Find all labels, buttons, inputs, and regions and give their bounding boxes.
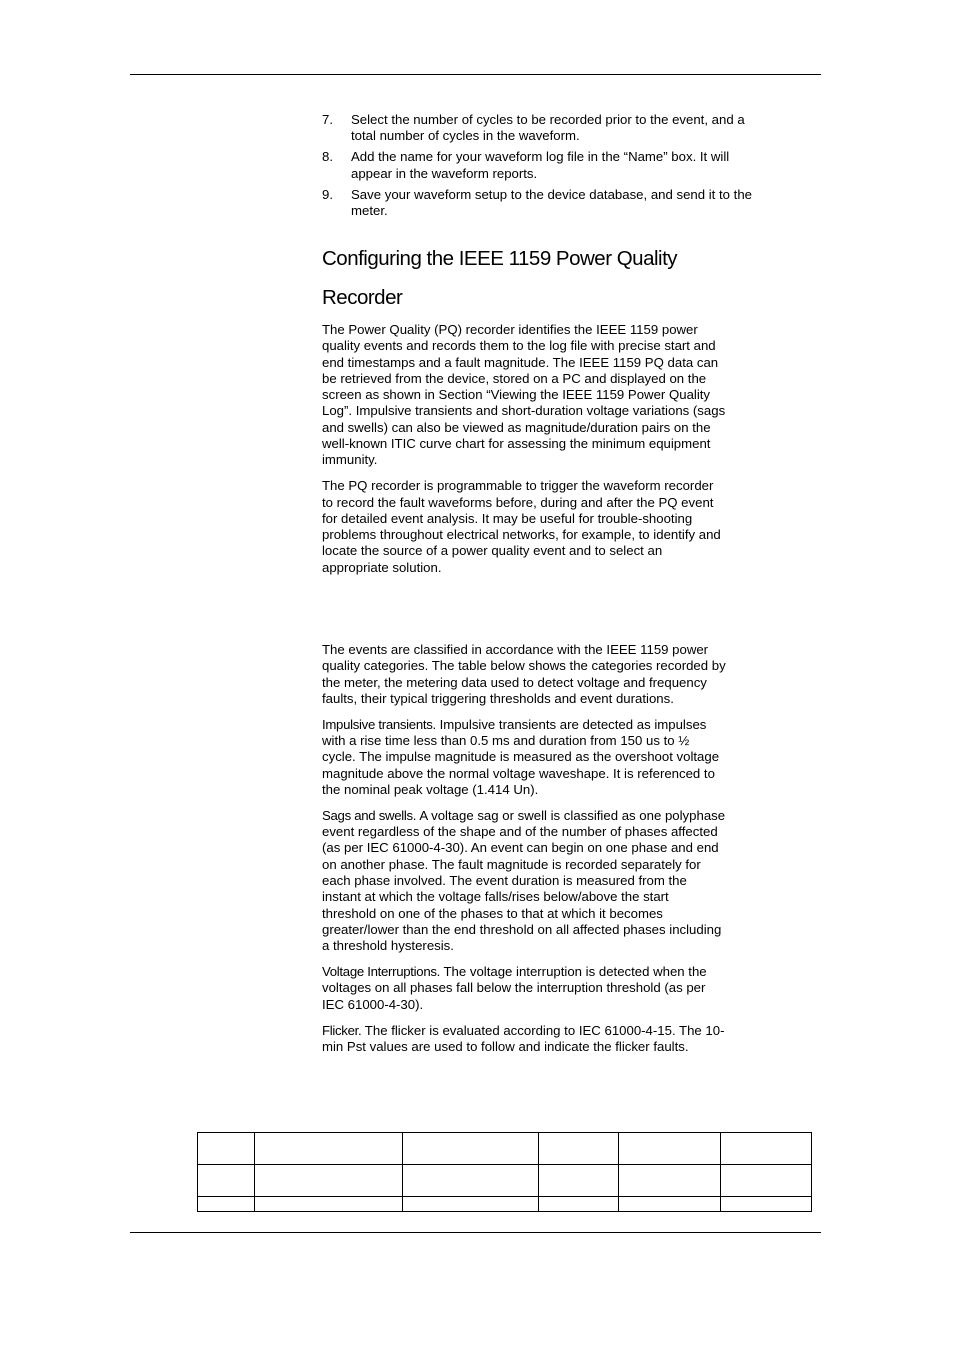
- intro-section: [322, 322, 726, 586]
- header-rule: [130, 74, 821, 75]
- step-text: Select the number of cycles to be recorded prior to the event, and a total number of cycles in the waveform.: [351, 112, 745, 144]
- pq-categories-table: [197, 1132, 812, 1212]
- table-row: [198, 1197, 812, 1212]
- term-text: . A voltage sag or swell is classified as one polyphase event regardless of the shape and of the number of phases affected (as per IEC 61000-4-30). An event can begin on one phase and end on another phase. The fault magnitude is recorded separately for each phase involved. The event duration is measured from the instant at which the voltage falls/rises below/above the start threshold on one of the phases to that at which it becomes greater/lower than the end threshold on all affected phases including a threshold hysteresis.: [322, 807, 726, 954]
- event-classification-section: [322, 642, 726, 1065]
- table-row: [198, 1165, 812, 1197]
- table-cell: [539, 1133, 619, 1165]
- footer-rule: [130, 1232, 821, 1233]
- table-cell: [198, 1165, 255, 1197]
- table-cell: [198, 1197, 255, 1212]
- step-text: Save your waveform setup to the device database, and send it to the meter.: [351, 186, 753, 219]
- table-cell: [198, 1133, 255, 1165]
- table-cell: [619, 1133, 721, 1165]
- step-number: 7.: [322, 112, 333, 127]
- step-number: 8.: [322, 149, 333, 165]
- table-row: [198, 1133, 812, 1165]
- intro-paragraph: The PQ recorder is programmable to trigger the waveform recorder to record the fault waveforms before, during and after the PQ event for detailed event analysis. It may be useful for trouble-shooting problems throughout electrical networks, for example, to identify and locate the source of a power quality event and to select an appropriate solution.: [322, 478, 721, 575]
- term-text: The flicker is evaluated according to IEC 61000-4-15. The 10-min Pst values are used to follow and indicate the flicker faults.: [322, 1022, 725, 1054]
- table-cell: [619, 1165, 721, 1197]
- term-text: The voltage interruption is detected when the voltages on all phases fall below the interruption threshold (as per IEC 61000-4-30).: [322, 964, 707, 1012]
- term-lead: Flicker.: [322, 1022, 362, 1038]
- term-lead: Sags and swells: [322, 807, 413, 823]
- table-cell: [539, 1165, 619, 1197]
- term-paragraph-sags-and-swells: [322, 808, 726, 955]
- table-cell: [721, 1165, 812, 1197]
- procedure-step: [322, 112, 772, 145]
- classification-paragraph: The events are classified in accordance with the IEEE 1159 power quality categories. The table below shows the categories recorded by the meter, the metering data used to detect voltage and frequency faults, their typical triggering thresholds and event durations.: [322, 642, 726, 706]
- table-cell: [721, 1133, 812, 1165]
- term-paragraph-impulsive-transients: [322, 717, 726, 798]
- table-cell: [721, 1197, 812, 1212]
- table-cell: [403, 1165, 539, 1197]
- table-cell: [255, 1133, 403, 1165]
- intro-paragraph: The Power Quality (PQ) recorder identifies the IEEE 1159 power quality events and records them to the log file with precise start and end timestamps and a fault magnitude. The IEEE 1159 PQ data can be retrieved from the device, stored on a PC and displayed on the screen as shown in Section “Viewing the IEEE 1159 Power Quality Log”. Impulsive transients and short-duration voltage variations (sags and swells) can also be viewed as magnitude/duration pairs on the well-known ITIC curve chart for assessing the minimum equipment immunity.: [322, 322, 726, 468]
- term-lead: Voltage Interruptions.: [322, 964, 441, 980]
- step-number: 9.: [322, 186, 333, 202]
- term-paragraph-flicker: [322, 1023, 726, 1056]
- table-cell: [403, 1133, 539, 1165]
- procedure-step: [322, 187, 772, 220]
- procedure-steps: [322, 112, 772, 224]
- term-text: Impulsive transients are detected as impulses with a rise time less than 0.5 ms and duration from 150 us to ½ cycle. The impulse magnitude is measured as the overshoot voltage magnitude above the normal voltage waveshape. It is referenced to the nominal peak voltage (1.414 Un).: [322, 716, 720, 797]
- section-title: Configuring the IEEE 1159 Power Quality Recorder: [322, 247, 678, 309]
- procedure-step: [322, 149, 772, 182]
- table-cell: [255, 1165, 403, 1197]
- table-cell: [255, 1197, 403, 1212]
- term-lead: Impulsive transients.: [322, 716, 436, 732]
- table-cell: [403, 1197, 539, 1212]
- table-cell: [619, 1197, 721, 1212]
- table-cell: [539, 1197, 619, 1212]
- term-paragraph-voltage-interruptions: [322, 964, 726, 1013]
- step-text: Add the name for your waveform log file in the “Name” box. It will appear in the waveform reports.: [351, 149, 730, 181]
